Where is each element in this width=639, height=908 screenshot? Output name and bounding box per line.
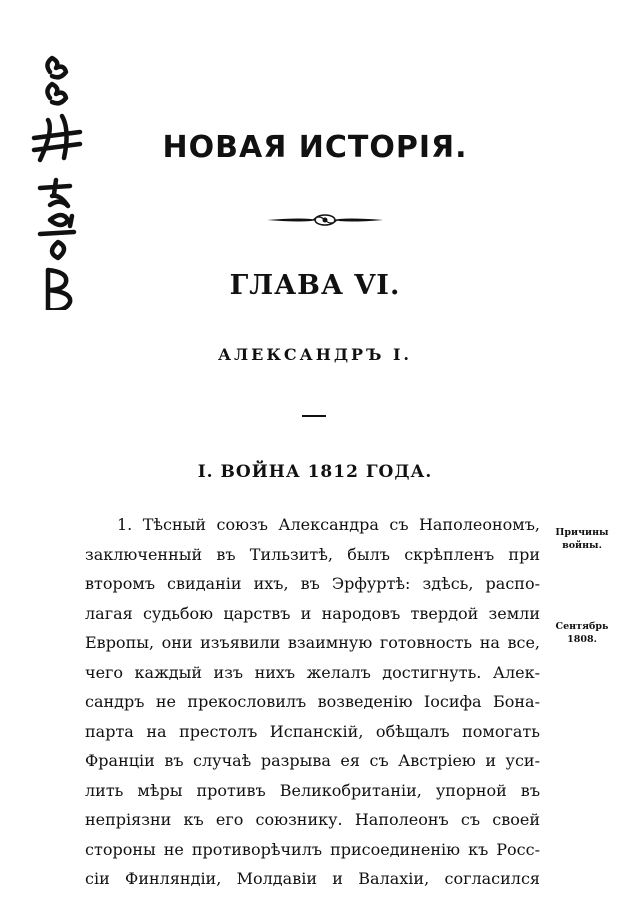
margin-note-line: Сентябрь — [555, 621, 609, 632]
paragraph-line: 1. Тѣсный союзъ Александра съ Наполеономъ, — [117, 515, 540, 534]
paragraph-line: непріязни къ его союзнику. Наполеонъ съ своей — [85, 810, 540, 829]
margin-note-line: 1808. — [567, 634, 597, 645]
paragraph — [85, 510, 540, 894]
paragraph-line: чего каждый изъ нихъ желалъ достигнуть. Алек- — [85, 662, 540, 682]
section-rule — [302, 415, 326, 417]
paragraph-line: заключенный въ Тильзитѣ, былъ скрѣпленъ при — [85, 544, 540, 564]
chapter-subject: АЛЕКСАНДРЪ I. — [218, 345, 412, 364]
section-heading: I. ВОЙНА 1812 ГОДА. — [197, 462, 433, 482]
margin-note-line: войны. — [562, 540, 602, 551]
margin-note-causes — [547, 526, 617, 552]
paragraph-line: парта на престолъ Испанскій, обѣщалъ помогать — [85, 721, 540, 741]
handwritten-shelfmark-image — [10, 20, 90, 310]
margin-note-line: Причины — [555, 527, 609, 538]
margin-note-date — [547, 620, 617, 646]
paragraph-line: Европы, они изъявили взаимную готовность на все, — [85, 633, 540, 652]
paragraph-line: второмъ свиданіи ихъ, въ Эрфуртѣ: здѣсь, распо- — [85, 574, 540, 593]
book-title: НОВАЯ ИСТОРІЯ. — [162, 130, 468, 165]
paragraph-line: лить мѣры противъ Великобританіи, упорной въ — [85, 780, 540, 800]
paragraph-line: сандръ не прекословилъ возведенію Іосифа Бона- — [85, 692, 540, 711]
paragraph-line: лагая судьбою царствъ и народовъ твердой земли — [85, 603, 540, 623]
paragraph-line: сіи Финляндіи, Молдавіи и Валахіи, согласился — [85, 869, 540, 888]
paragraph-line: стороны не противорѣчилъ присоединенію къ Росс- — [85, 839, 540, 859]
handwritten-shelfmark — [10, 20, 90, 310]
ornament-divider-icon — [265, 210, 385, 230]
chapter-title: ГЛАВА VI. — [229, 270, 401, 301]
paragraph-line: Франціи въ случаѣ разрыва ея съ Австріею и уси- — [85, 751, 540, 770]
